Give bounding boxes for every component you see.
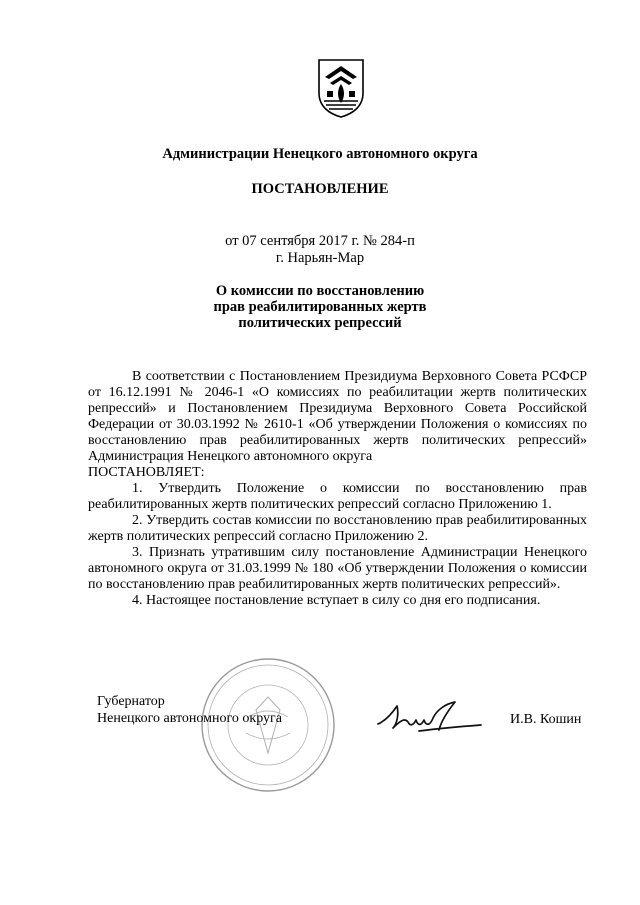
signatory-name: И.В. Кошин [510, 712, 582, 727]
item-3: 3. Признать утратившим силу постановление Администрации Ненецкого автономного округа от 31.03.1999 № 180 «Об утверждении Положения о комиссии по восстановлению прав реабилитированных жертв политических репрессий». [88, 545, 587, 592]
item-4: 4. Настоящее постановление вступает в силу со дня его подписания. [132, 593, 541, 608]
item-1: 1. Утвердить Положение о комиссии по восстановлению прав реабилитированных жертв политических репрессий согласно Приложению 1. [88, 481, 587, 512]
decree-word: ПОСТАНОВЛЯЕТ: [88, 465, 205, 480]
coat-of-arms-emblem [316, 57, 366, 119]
document-type: ПОСТАНОВЛЕНИЕ [251, 181, 389, 197]
signatory-title-line-2: Ненецкого автономного округа [97, 711, 282, 726]
document-body [88, 369, 587, 609]
signatory-title-line-1: Губернатор [97, 694, 165, 709]
preamble-paragraph: В соответствии с Постановлением Президиума Верховного Совета РСФСР от 16.12.1991 № 2046-1 «О комиссиях по реабилитации жертв политических репрессий» и Постановлением Президиума Верховного Совета Российской Федерации от 30.03.1992 № 2610-1 «Об утверждении Положения о комиссиях по восстановлению прав реабилитированных жертв политических репрессий» Администрация Ненецкого автономного округа [88, 369, 587, 464]
handwritten-signature [375, 698, 485, 736]
authority-name: Администрации Ненецкого автономного округа [162, 146, 478, 162]
item-2: 2. Утвердить состав комиссии по восстановлению прав реабилитированных жертв политических репрессий согласно Приложению 2. [88, 513, 587, 544]
title-line-1: О комиссии по восстановлению [215, 283, 425, 299]
title-line-3: политических репрессий [238, 315, 402, 331]
date-and-number: от 07 сентября 2017 г. № 284-п [225, 233, 415, 249]
city: г. Нарьян-Мар [275, 250, 365, 266]
title-line-2: прав реабилитированных жертв [213, 299, 427, 315]
